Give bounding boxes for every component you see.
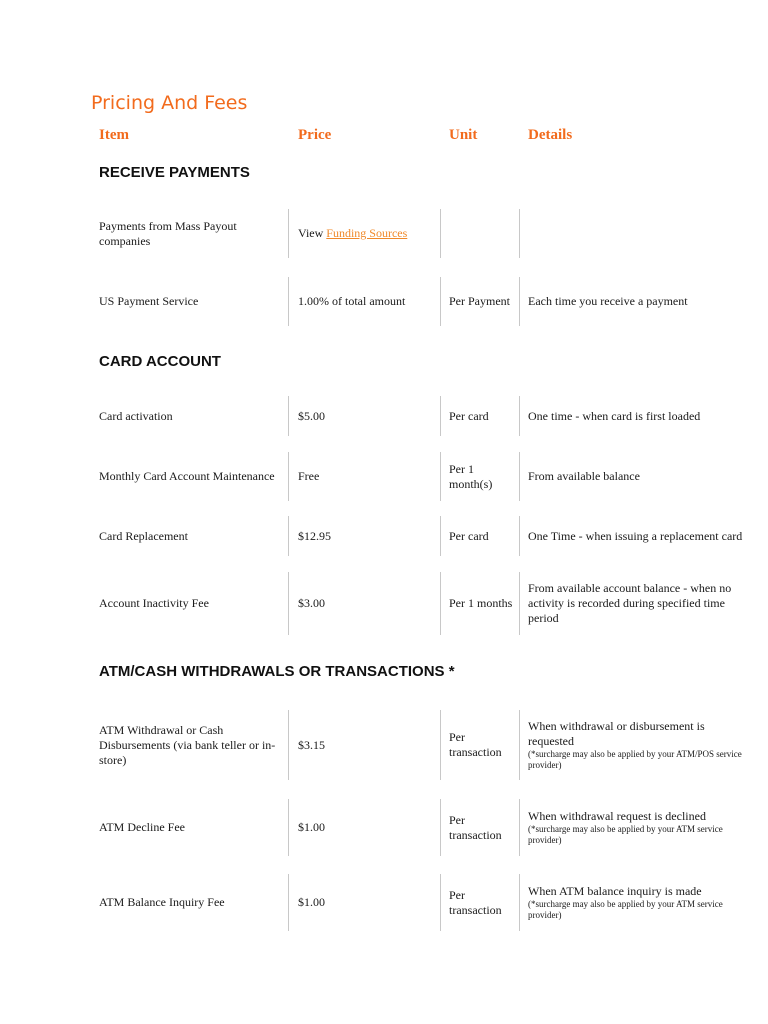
column-divider xyxy=(440,277,441,326)
surcharge-note: (*surcharge may also be applied by your ATM service provider) xyxy=(528,824,723,845)
price-prefix: View xyxy=(298,226,327,240)
column-divider xyxy=(288,516,289,556)
details-text: When withdrawal request is declined xyxy=(528,809,706,823)
column-header-price: Price xyxy=(298,127,332,143)
surcharge-note: (*surcharge may also be applied by your ATM service provider) xyxy=(528,899,723,920)
details-text: When ATM balance inquiry is made xyxy=(528,884,702,898)
unit-cell: Per 1 month(s) xyxy=(449,461,493,491)
column-divider xyxy=(440,799,441,856)
unit-cell: Per transaction xyxy=(449,812,502,842)
surcharge-note: (*surcharge may also be applied by your ATM/POS service provider) xyxy=(528,749,742,770)
price-cell: $5.00 xyxy=(298,408,325,423)
column-divider xyxy=(519,516,520,556)
column-divider xyxy=(519,209,520,258)
price-cell: $1.00 xyxy=(298,895,325,909)
details-cell: From available account balance - when no activity is recorded during specified time period xyxy=(528,581,732,625)
column-divider xyxy=(288,209,289,258)
column-divider xyxy=(440,572,441,635)
price-cell: $3.15 xyxy=(298,737,325,752)
column-divider xyxy=(440,516,441,556)
table-row-atm-decline xyxy=(0,799,768,856)
item-cell: Account Inactivity Fee xyxy=(99,596,209,610)
details-cell: One Time - when issuing a replacement card xyxy=(528,528,743,543)
column-divider xyxy=(519,277,520,326)
column-divider xyxy=(288,874,289,931)
details-cell: One time - when card is first loaded xyxy=(528,408,701,423)
item-cell: Card Replacement xyxy=(99,528,188,543)
section-heading-card-account: CARD ACCOUNT xyxy=(99,353,221,370)
column-divider xyxy=(288,396,289,436)
column-divider xyxy=(440,874,441,931)
details-cell xyxy=(528,710,753,780)
column-divider xyxy=(440,710,441,780)
table-row-card-replacement xyxy=(0,516,768,556)
table-row-us-payment xyxy=(0,277,768,326)
price-cell: Free xyxy=(298,469,320,483)
details-cell xyxy=(528,209,753,258)
column-divider xyxy=(288,572,289,635)
column-divider xyxy=(519,799,520,856)
price-cell: 1.00% of total amount xyxy=(298,294,406,308)
details-cell: From available balance xyxy=(528,469,640,483)
unit-cell: Per card xyxy=(449,528,489,543)
table-row-mass-payout xyxy=(0,209,768,258)
table-row-card-activation xyxy=(0,396,768,436)
price-cell: $12.95 xyxy=(298,528,331,543)
unit-cell: Per transaction xyxy=(449,887,502,917)
column-header-details: Details xyxy=(528,127,573,143)
item-cell: Monthly Card Account Maintenance xyxy=(99,469,275,483)
price-cell: $3.00 xyxy=(298,596,325,610)
column-divider xyxy=(288,799,289,856)
item-cell: ATM Balance Inquiry Fee xyxy=(99,895,225,909)
unit-cell xyxy=(449,209,514,258)
funding-sources-link[interactable]: Funding Sources xyxy=(326,226,408,240)
column-divider xyxy=(288,710,289,780)
price-cell: $1.00 xyxy=(298,820,325,834)
details-cell xyxy=(528,874,753,931)
column-divider xyxy=(519,452,520,501)
item-cell: Card activation xyxy=(99,408,173,423)
page-title: Pricing And Fees xyxy=(91,92,248,114)
column-divider xyxy=(440,452,441,501)
column-divider xyxy=(288,277,289,326)
column-divider xyxy=(440,396,441,436)
column-divider xyxy=(519,874,520,931)
section-heading-receive-payments: RECEIVE PAYMENTS xyxy=(99,164,250,181)
details-text: When withdrawal or disbursement is requested xyxy=(528,719,705,748)
details-cell: Each time you receive a payment xyxy=(528,294,688,308)
column-divider xyxy=(519,710,520,780)
column-divider xyxy=(440,209,441,258)
unit-cell: Per Payment xyxy=(449,294,510,308)
table-row-inactivity xyxy=(0,572,768,635)
item-cell: Payments from Mass Payout companies xyxy=(99,218,237,248)
unit-cell: Per card xyxy=(449,408,489,423)
column-header-item: Item xyxy=(99,127,129,143)
column-divider xyxy=(288,452,289,501)
item-cell: ATM Decline Fee xyxy=(99,820,185,834)
item-cell: US Payment Service xyxy=(99,294,199,308)
table-row-atm-balance xyxy=(0,874,768,931)
item-cell: ATM Withdrawal or Cash Disbursements (via bank teller or in-store) xyxy=(99,722,276,767)
price-cell xyxy=(298,209,433,258)
details-cell xyxy=(528,799,753,856)
section-heading-atm-transactions: ATM/CASH WITHDRAWALS OR TRANSACTIONS * xyxy=(99,663,455,680)
unit-cell: Per 1 months xyxy=(449,596,513,610)
table-row-atm-withdrawal xyxy=(0,710,768,780)
table-row-monthly-maintenance xyxy=(0,452,768,501)
unit-cell: Per transaction xyxy=(449,730,502,759)
column-header-unit: Unit xyxy=(449,127,478,143)
column-divider xyxy=(519,572,520,635)
column-divider xyxy=(519,396,520,436)
